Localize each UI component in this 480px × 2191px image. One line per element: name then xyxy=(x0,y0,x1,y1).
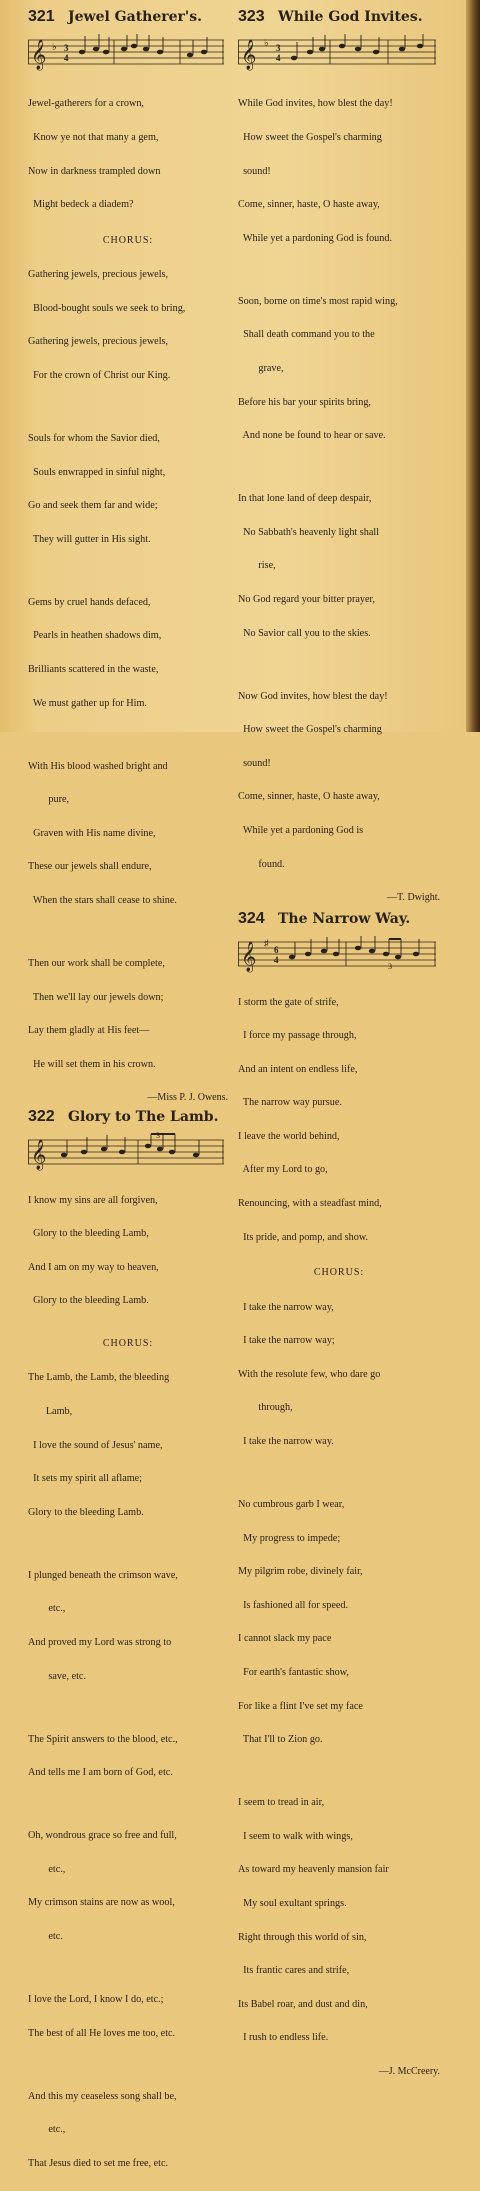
svg-text:6: 6 xyxy=(274,945,279,956)
lyric-line: save, etc. xyxy=(28,1670,86,1682)
lyric-line: And this my ceaseless song shall be, xyxy=(28,2090,177,2102)
lyric-line: Go and seek them far and wide; xyxy=(28,500,158,512)
lyric-line: The Lamb, the Lamb, the bleeding xyxy=(28,1372,170,1384)
chorus xyxy=(28,1350,228,1540)
lyric-line: I force my passage through, xyxy=(238,1030,357,1042)
lyric-line: Before his bar your spirits bring, xyxy=(238,396,371,408)
lyric-line: Soon, borne on time's most rapid wing, xyxy=(238,295,398,307)
verse-4 xyxy=(238,668,440,892)
lyric-line: I take the narrow way. xyxy=(238,1436,334,1448)
lyric-line: No Savior call you to the skies. xyxy=(238,627,371,639)
lyric-line: grave, xyxy=(238,362,284,374)
lyric-line: As toward my heavenly mansion fair xyxy=(238,1864,389,1876)
lyric-line: He will set them in his crown. xyxy=(28,1058,156,1070)
chorus-label: CHORUS: xyxy=(102,1338,154,1350)
lyric-line: rise, xyxy=(238,560,276,572)
lyric-line: My pilgrim robe, divinely fair, xyxy=(238,1566,363,1578)
lyric-line: No God regard your bitter prayer, xyxy=(238,593,376,605)
hymn-number: 322 xyxy=(28,1108,55,1126)
hymn-title: Glory to The Lamb. xyxy=(68,1109,219,1126)
lyric-line: etc., xyxy=(28,1863,66,1875)
svg-text:𝄞: 𝄞 xyxy=(31,1140,47,1171)
svg-text:4: 4 xyxy=(276,53,281,63)
lyric-line: I cannot slack my pace xyxy=(238,1633,332,1645)
lyric-line: Its pride, and pomp, and show. xyxy=(238,1231,369,1243)
lyric-line: Pearls in heathen shadows dim, xyxy=(28,630,162,642)
lyric-line: sound! xyxy=(238,757,271,769)
lyric-line: We must gather up for Him. xyxy=(28,697,147,709)
lyric-line: Glory to the bleeding Lamb. xyxy=(28,1506,144,1518)
lyric-line: Now God invites, how blest the day! xyxy=(238,690,388,702)
hymn-number: 324 xyxy=(238,910,265,928)
lyric-line: The best of all He loves me too, etc. xyxy=(28,2027,176,2039)
verse-4 xyxy=(28,1808,228,1965)
lyric-line: And tells me I am born of God, etc. xyxy=(28,1767,173,1779)
author: —J. McCreery. xyxy=(378,2065,440,2077)
hymn-title: Jewel Gatherer's. xyxy=(68,9,202,25)
lyric-line: Its Babel roar, and dust and din, xyxy=(238,1998,368,2010)
lyric-line: That Jesus died to set me free, etc. xyxy=(28,2157,169,2169)
music-staff-icon xyxy=(238,934,436,973)
chorus-label: CHORUS: xyxy=(102,234,154,246)
lyric-line: I know my sins are all forgiven, xyxy=(28,1194,158,1206)
verse-3 xyxy=(28,574,228,731)
lyric-line: sound! xyxy=(238,165,271,177)
lyric-line: I seem to tread in air, xyxy=(238,1797,325,1809)
verse-5 xyxy=(28,1972,228,2062)
lyric-line: And none be found to hear or save. xyxy=(238,430,386,442)
verse-3 xyxy=(238,1775,440,2066)
chorus xyxy=(238,1279,440,1469)
hymn-324-header xyxy=(238,910,440,932)
lyric-line: While yet a pardoning God is found. xyxy=(238,232,393,244)
lyric-line: They will gutter in His sight. xyxy=(28,533,151,545)
lyric-line: I take the narrow way, xyxy=(238,1301,334,1313)
svg-text:𝄞: 𝄞 xyxy=(241,40,257,70)
lyric-line: And I am on my way to heaven, xyxy=(28,1261,159,1273)
lyric-line: etc. xyxy=(28,1931,63,1942)
lyric-line: Might bedeck a diadem? xyxy=(28,199,134,211)
right-column xyxy=(238,8,440,2078)
author: —Miss P. J. Owens. xyxy=(147,1092,228,1104)
author: —T. Dwight. xyxy=(387,892,440,904)
lyric-line: Is fashioned all for speed. xyxy=(238,1599,349,1611)
hymn-number: 323 xyxy=(238,8,265,25)
lyric-line: Renouncing, with a steadfast mind, xyxy=(238,1198,382,1210)
svg-text:3: 3 xyxy=(64,43,69,53)
lyric-line: I take the narrow way; xyxy=(238,1335,335,1347)
hymn-322-header xyxy=(28,1108,228,1130)
lyric-line: My progress to impede; xyxy=(238,1532,341,1544)
lyric-line: Gathering jewels, precious jewels, xyxy=(28,336,169,348)
lyric-line: These our jewels shall endure, xyxy=(28,861,152,873)
music-staff-icon xyxy=(28,1131,224,1171)
lyric-line: Gems by cruel hands defaced, xyxy=(28,596,151,608)
verse-3 xyxy=(238,471,440,661)
lyric-line: After my Lord to go, xyxy=(238,1164,328,1176)
lyric-line: My crimson stains are now as wool, xyxy=(28,1897,175,1909)
lyric-line: In that lone land of deep despair, xyxy=(238,493,372,505)
lyric-line: I love the Lord, I know I do, etc.; xyxy=(28,1994,164,2005)
lyric-line: Shall death command you to the xyxy=(238,329,375,341)
lyric-line: etc., xyxy=(28,1603,66,1615)
lyric-line: When the stars shall cease to shine. xyxy=(28,894,177,906)
lyric-line: While yet a pardoning God is xyxy=(238,824,364,836)
lyric-line: Its frantic cares and strife, xyxy=(238,1965,350,1977)
hymn-321-header xyxy=(28,8,228,30)
lyric-line: How sweet the Gospel's charming xyxy=(238,132,382,143)
lyric-line: With His blood washed bright and xyxy=(28,760,168,772)
verse-4 xyxy=(28,738,228,928)
lyric-line: found. xyxy=(238,858,285,870)
verse-2 xyxy=(28,1547,228,1704)
lyric-line: Souls enwrapped in sinful night, xyxy=(28,466,166,478)
lyric-line: Glory to the bleeding Lamb. xyxy=(28,1295,149,1307)
verse-2 xyxy=(238,273,440,463)
svg-text:♭: ♭ xyxy=(52,42,57,53)
lyric-line: With the resolute few, who dare go xyxy=(238,1368,381,1380)
svg-text:𝄞: 𝄞 xyxy=(31,40,47,70)
chorus-label: CHORUS: xyxy=(313,1267,365,1279)
lyric-line: I rush to endless life. xyxy=(238,2032,329,2044)
verse-2 xyxy=(28,411,228,568)
lyric-line: For earth's fantastic show, xyxy=(238,1667,349,1678)
lyric-line: I love the sound of Jesus' name, xyxy=(28,1439,163,1451)
lyric-line: I storm the gate of strife, xyxy=(238,996,339,1008)
verse-1 xyxy=(28,1172,228,1329)
verse-3 xyxy=(28,1711,228,1801)
lyric-line: Souls for whom the Savior died, xyxy=(28,432,160,444)
lyric-line: Lay them gladly at His feet— xyxy=(28,1025,150,1037)
hymn-number: 321 xyxy=(28,8,55,25)
lyric-line: For the crown of Christ our King. xyxy=(28,369,171,381)
lyric-line: I plunged beneath the crimson wave, xyxy=(28,1569,178,1581)
svg-text:4: 4 xyxy=(274,955,279,966)
lyric-line: Gathering jewels, precious jewels, xyxy=(28,269,169,281)
svg-text:𝄞: 𝄞 xyxy=(241,942,257,973)
lyric-line: Then our work shall be complete, xyxy=(28,957,165,969)
lyric-line: It sets my spirit all aflame; xyxy=(28,1473,143,1485)
left-column xyxy=(28,8,228,2191)
verse-1 xyxy=(28,76,228,233)
svg-text:♭: ♭ xyxy=(264,38,269,49)
hymn-title: While God Invites. xyxy=(278,9,423,25)
verse-1 xyxy=(238,76,440,266)
lyric-line: etc., xyxy=(28,2124,66,2136)
lyric-line: And an intent on endless life, xyxy=(238,1063,358,1075)
verse-2 xyxy=(238,1477,440,1768)
lyric-line: pure, xyxy=(28,794,70,806)
lyric-line: Brilliants scattered in the waste, xyxy=(28,663,159,675)
lyric-line: For like a flint I've set my face xyxy=(238,1700,363,1712)
lyric-line: Blood-bought souls we seek to bring, xyxy=(28,302,186,314)
hymn-title: The Narrow Way. xyxy=(278,911,411,928)
lyric-line: through, xyxy=(238,1402,293,1414)
svg-text:3: 3 xyxy=(388,962,392,972)
lyric-line: Know ye not that many a gem, xyxy=(28,132,159,143)
chorus xyxy=(28,247,228,404)
lyric-line: Now in darkness trampled down xyxy=(28,165,161,177)
lyric-line: The Spirit answers to the blood, etc., xyxy=(28,1733,178,1745)
lyric-line: I seem to walk with wings, xyxy=(238,1830,353,1842)
verse-1 xyxy=(238,974,440,1265)
lyric-line: No Sabbath's heavenly light shall xyxy=(238,526,380,538)
lyric-line: Right through this world of sin, xyxy=(238,1931,367,1943)
svg-text:3: 3 xyxy=(156,1131,160,1141)
music-staff-icon xyxy=(28,32,224,72)
svg-text:♯: ♯ xyxy=(264,938,269,949)
hymn-323-header xyxy=(238,8,440,30)
verse-5 xyxy=(28,936,228,1093)
lyric-line: My soul exultant springs. xyxy=(238,1897,347,1909)
lyric-line: Then we'll lay our jewels down; xyxy=(28,991,164,1003)
lyric-line: Come, sinner, haste, O haste away, xyxy=(238,791,380,803)
lyric-line: How sweet the Gospel's charming xyxy=(238,724,382,736)
lyric-line: Graven with His name divine, xyxy=(28,827,156,839)
lyric-line: I leave the world behind, xyxy=(238,1130,340,1142)
lyric-line: Glory to the bleeding Lamb, xyxy=(28,1228,149,1240)
lyric-line: No cumbrous garb I wear, xyxy=(238,1499,345,1511)
svg-text:4: 4 xyxy=(64,53,69,63)
lyric-line: Lamb, xyxy=(28,1406,73,1418)
verse-6 xyxy=(28,2068,228,2191)
lyric-line: Come, sinner, haste, O haste away, xyxy=(238,199,380,211)
music-staff-icon xyxy=(238,32,436,72)
lyric-line: The narrow way pursue. xyxy=(238,1097,342,1109)
lyric-line: Oh, wondrous grace so free and full, xyxy=(28,1830,177,1842)
lyric-line: Jewel-gatherers for a crown, xyxy=(28,98,144,110)
svg-text:3: 3 xyxy=(276,43,281,53)
book-spine xyxy=(466,0,480,732)
lyric-line: While God invites, how blest the day! xyxy=(238,98,393,110)
lyric-line: And proved my Lord was strong to xyxy=(28,1637,172,1649)
lyric-line: That I'll to Zion go. xyxy=(238,1734,323,1746)
